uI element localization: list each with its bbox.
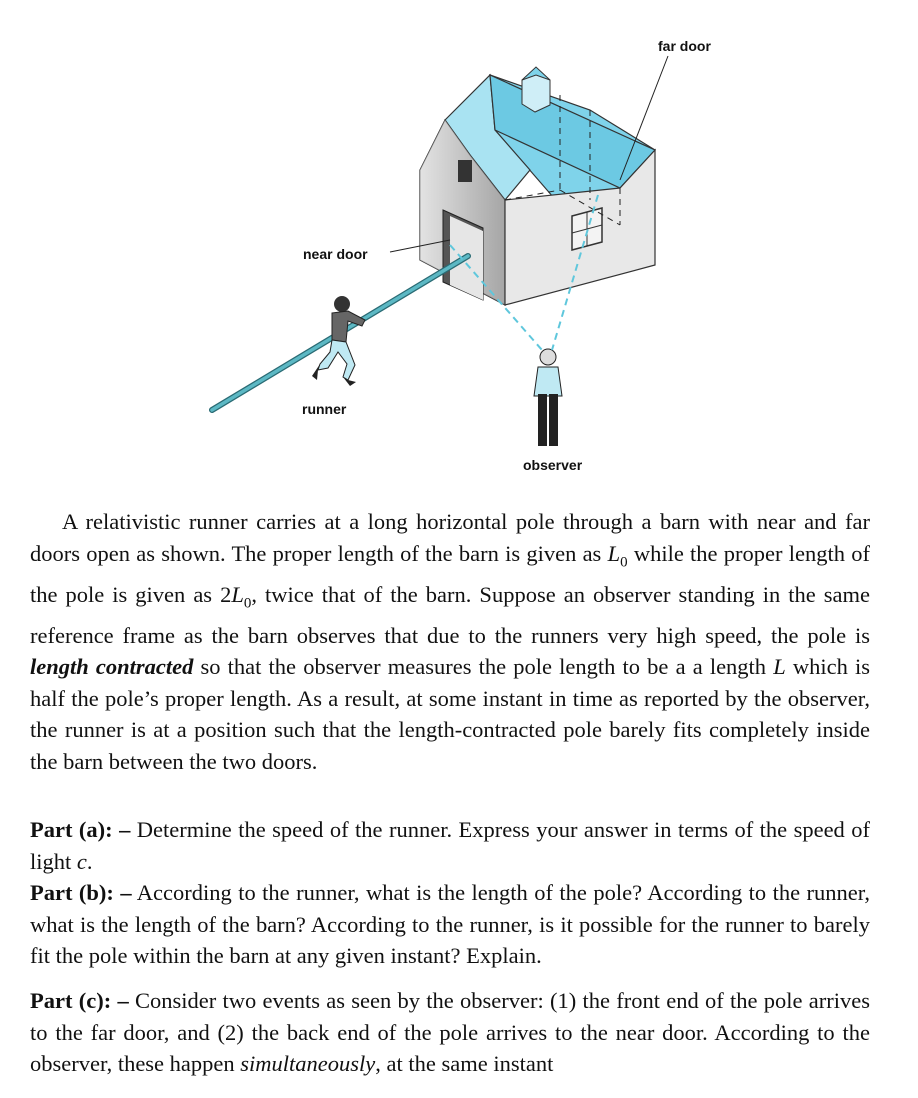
part-b: Part (b): – According to the runner, what is the length of the pole? According to the runner, what is the length of the barn? According to the runner, is it possible for the runner to barely fit the pole within the barn at any given instant? Explain. bbox=[30, 880, 870, 968]
runner-figure bbox=[312, 296, 365, 386]
far-door-label: far door bbox=[658, 38, 711, 54]
part-c-block bbox=[30, 985, 870, 1080]
side-window bbox=[572, 208, 602, 250]
loft-window bbox=[458, 160, 472, 182]
parts-ab bbox=[30, 814, 870, 972]
observer-label: observer bbox=[523, 457, 583, 473]
barn-figure bbox=[150, 20, 770, 490]
barn-illustration bbox=[150, 20, 770, 490]
emphasis-simultaneously: simultaneously bbox=[240, 1051, 376, 1076]
observer-figure bbox=[534, 349, 562, 446]
runner-label: runner bbox=[302, 401, 347, 417]
part-a-label: Part (a): – bbox=[30, 817, 131, 842]
part-a: Part (a): – Determine the speed of the runner. Express your answer in terms of the speed of light c. bbox=[30, 817, 870, 874]
emphasis-length-contracted: length contracted bbox=[30, 654, 194, 679]
near-door-label: near door bbox=[303, 246, 368, 262]
part-b-label: Part (b): – bbox=[30, 880, 132, 905]
part-c: Part (c): – Consider two events as seen by the observer: (1) the front end of the pole arrives to the far door, and (2) the back end of the pole arrives to the near door. According to the observer, these happen simultaneously, at the same instant bbox=[30, 988, 870, 1076]
problem-statement: A relativistic runner carries at a long horizontal pole through a barn with near and far doors open as shown. The proper length of the barn is given as $L_0$ while the proper length of the pole is given as $2L_0$, twice that of the barn. Suppose an observer standing in the same reference frame as the barn observes that due to the runners very high speed, the pole is length contracted so that the observer measures the pole length to be a a length L which is half the pole’s proper length. As a result, at some instant in time as reported by the observer, the runner is at a position such that the length-contracted pole barely fits completely inside the barn between the two doors. bbox=[30, 509, 870, 774]
part-c-label: Part (c): – bbox=[30, 988, 129, 1013]
